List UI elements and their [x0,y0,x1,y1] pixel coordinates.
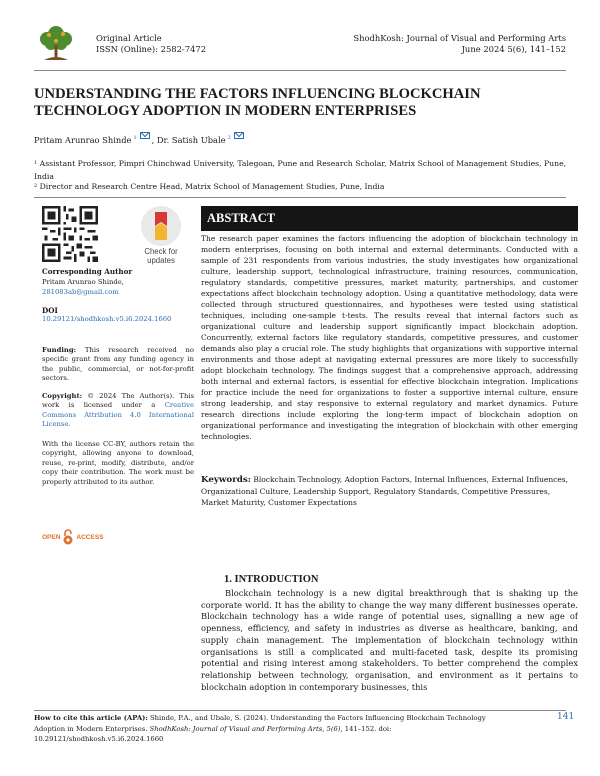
copyright-block [42,392,194,430]
funding-block [42,346,194,384]
affiliation-1-sup: 1 [34,160,38,166]
citation-block [34,713,494,745]
abstract-text: The research paper examines the factors influencing the adoption of blockchain technology in modern enterprises, focusing on both internal and external determinants. Conducted with a sample of 231 respondents from various industries, the study investigates how organizational culture, leadership support, technological infrastructure, training resources, communication, regulatory standards, competitive pressures, market maturity, partnerships, and customer expectations affect blockchain technology adoption. Using a quantitative methodology, data were collected through structured questionnaires, and hypotheses were tested using statistical techniques, including one-sample t-tests. The results reveal that internal factors such as organizational culture and leadership support significantly impact blockchain adoption. Concurrently, external factors like regulatory standards, competitive pressures, and customer demands also play a crucial role. The study highlights that organizations with supportive internal environments and those adept at navigating external pressures are more likely to successfully adopt blockchain technology. The findings suggest that a comprehensive approach, addressing both internal and external factors, is essential for effective blockchain integration. Implications for practice include the need for organizations to foster a supportive internal culture, ensure strong leadership, and stay responsive to external regulatory and market dynamics. Future research directions include exploring the long-term impact of blockchain adoption on organizational performance and investigating the integration of blockchain with other emerging technologies. [201,234,578,441]
article-type: Original Article [96,33,162,43]
keywords-block [201,474,578,509]
affiliation-divider [34,197,566,198]
author-2-name: , Dr. Satish Ubale [151,135,226,145]
qr-code[interactable] [42,206,98,262]
license-text: With the license CC-BY, authors retain the copyright, allowing anyone to download, reuse, re-print, modify, distribute, and/or copy their contribution. The work must be properly attributed to its author. [42,440,194,486]
footer-divider [34,710,566,711]
check-for-updates-line2: updates [147,255,175,265]
citation-journal: ShodhKosh: Journal of Visual and Performing Arts, 5(6), [149,724,343,733]
copyright-label: Copyright: [42,392,83,400]
introduction-heading: 1. INTRODUCTION [224,574,319,585]
keywords-label: Keywords: [201,475,251,485]
abstract-heading: ABSTRACT [201,206,578,231]
keywords-text: Blockchain Technology, Adoption Factors, Internal Influences, External Influences, Organizational Culture, Leadership Support, Regulatory Standards, Competitive Pressures, Market Maturity, Customer Expectations [201,475,569,508]
affiliation-2-text: Director and Research Centre Head, Matrix School of Management Studies, Pune, India [39,182,385,191]
issue-info: June 2024 5(6), 141–152 [461,44,566,54]
affiliation-2-sup: 2 [34,183,38,189]
author-line [34,135,244,145]
doi-label: DOI [42,306,58,315]
affiliation-1-text: Assistant Professor, Pimpri Chinchwad University, Talegoan, Pune and Research Scholar, Matrix School of Management Studies, Pune, India [34,159,567,181]
open-access-access: ACCESS [76,533,104,541]
funding-label: Funding: [42,346,77,354]
open-access-logo [42,529,104,545]
affiliation-2 [34,181,574,194]
corresponding-author-name: Pritam Arunrao Shinde, [42,278,124,287]
corresponding-author-email[interactable]: 281083ab@gmail.com [42,287,119,296]
corresponding-author-label: Corresponding Author [42,267,133,276]
citation-text: Shinde, P.A., and Ubale, S. (2024). Understanding the Factors Influencing Blockchain Technology Adoption in Modern Enterprises. [34,714,486,733]
journal-meta-right [353,33,566,55]
check-for-updates-badge[interactable] [128,206,194,268]
check-for-updates-line1: Check for [144,247,178,256]
citation-label: How to cite this article (APA): [34,714,148,722]
open-access-open: OPEN [42,533,61,541]
check-for-updates-label [128,248,194,265]
header-divider [34,70,566,71]
journal-name: ShodhKosh: Journal of Visual and Performing Arts [353,33,566,43]
journal-meta-left [96,33,206,55]
page-number: 141 [557,712,575,722]
citation-tail: 141–152. doi: 10.29121/shodhkosh.v5.i6.2024.1660 [34,724,392,743]
affiliation-1 [34,158,574,182]
mail-icon[interactable] [140,132,150,139]
journal-tree-logo [34,22,78,66]
open-access-lock-icon [62,529,74,545]
introduction-text: Blockchain technology is a new digital breakthrough that is shaking up the corporate world. It has the ability to change the way many different businesses operate. Blockchain technology has a wide range of potential uses, signalling a new age of openness, efficiency, and safety in industries as diverse as healthcare, banking, and supply chain management. The implementation of blockchain technology within organisations is still a complicated and multi-faceted task, despite its promising potential and rising interest among stakeholders. To better comprehend the complex relationship between technology, organisation, and environment as it pertains to blockchain adoption in contemporary businesses, this [201,588,578,692]
author-1-sup: 1 [133,135,137,141]
license-block [42,440,194,487]
mail-icon[interactable] [234,132,244,139]
funding-text: This research received no specific grant from any funding agency in the public, commercial, or not-for-profit sectors. [42,346,194,383]
doi-link[interactable]: 10.29121/shodhkosh.v5.i6.2024.1660 [42,315,172,324]
license-link[interactable]: Creative Commons Attribution 4.0 International License. [42,401,194,429]
author-2-sup: 2 [227,135,231,141]
corresponding-author-block [42,267,194,297]
issn: ISSN (Online): 2582-7472 [96,44,207,54]
author-1-name: Pritam Arunrao Shinde [34,135,132,145]
check-for-updates-crossmark [141,206,181,246]
doi-block [42,306,194,325]
article-title: UNDERSTANDING THE FACTORS INFLUENCING BLOCKCHAIN TECHNOLOGY ADOPTION IN MODERN ENTERPRISES [34,86,481,119]
copyright-text: © 2024 The Author(s). This work is licensed under a [42,392,194,410]
